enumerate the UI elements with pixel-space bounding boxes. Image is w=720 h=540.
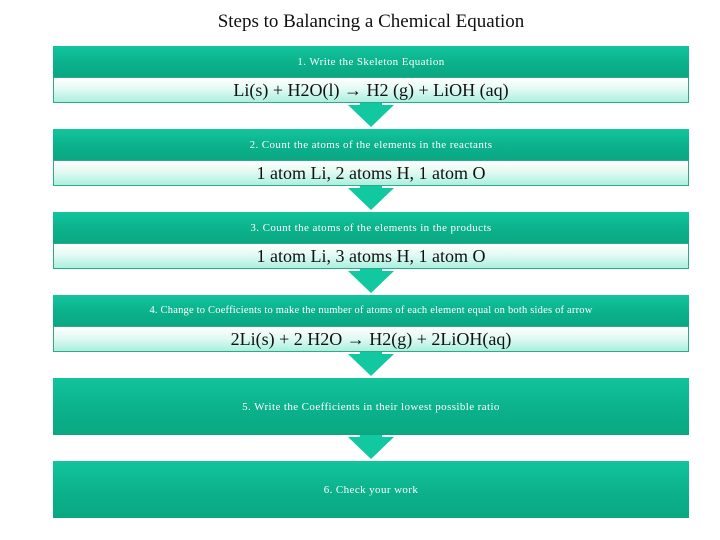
step-6-label: 6. Check your work <box>323 483 419 496</box>
step-4-result: 2Li(s) + 2 H2O → H2(g) + 2LiOH(aq) <box>53 326 689 352</box>
step-3-label: 3. Count the atoms of the elements in the products <box>250 221 492 234</box>
down-arrow-icon <box>348 437 394 459</box>
step-2-result: 1 atom Li, 2 atoms H, 1 atom O <box>53 160 689 186</box>
down-arrow-icon <box>348 188 394 210</box>
step-4-box <box>53 295 689 326</box>
down-arrow-icon <box>348 271 394 293</box>
down-arrow-icon <box>348 354 394 376</box>
step-3-result: 1 atom Li, 3 atoms H, 1 atom O <box>53 243 689 269</box>
step-2-label: 2. Count the atoms of the elements in the reactants <box>249 138 493 151</box>
step-3-box <box>53 212 689 243</box>
down-arrow-icon <box>348 105 394 127</box>
diagram-title: Steps to Balancing a Chemical Equation <box>217 11 525 32</box>
step-5-box <box>53 378 689 435</box>
step-1-result: Li(s) + H2O(l) → H2 (g) + LiOH (aq) <box>53 77 689 103</box>
step-6-box <box>53 461 689 518</box>
step-1-label: 1. Write the Skeleton Equation <box>297 55 445 68</box>
step-2-box <box>53 129 689 160</box>
step-1-box <box>53 46 689 77</box>
step-5-label: 5. Write the Coefficients in their lowest possible ratio <box>242 400 500 413</box>
step-4-label: 4. Change to Coefficients to make the number of atoms of each element equal on both sides of arrow <box>149 305 593 316</box>
